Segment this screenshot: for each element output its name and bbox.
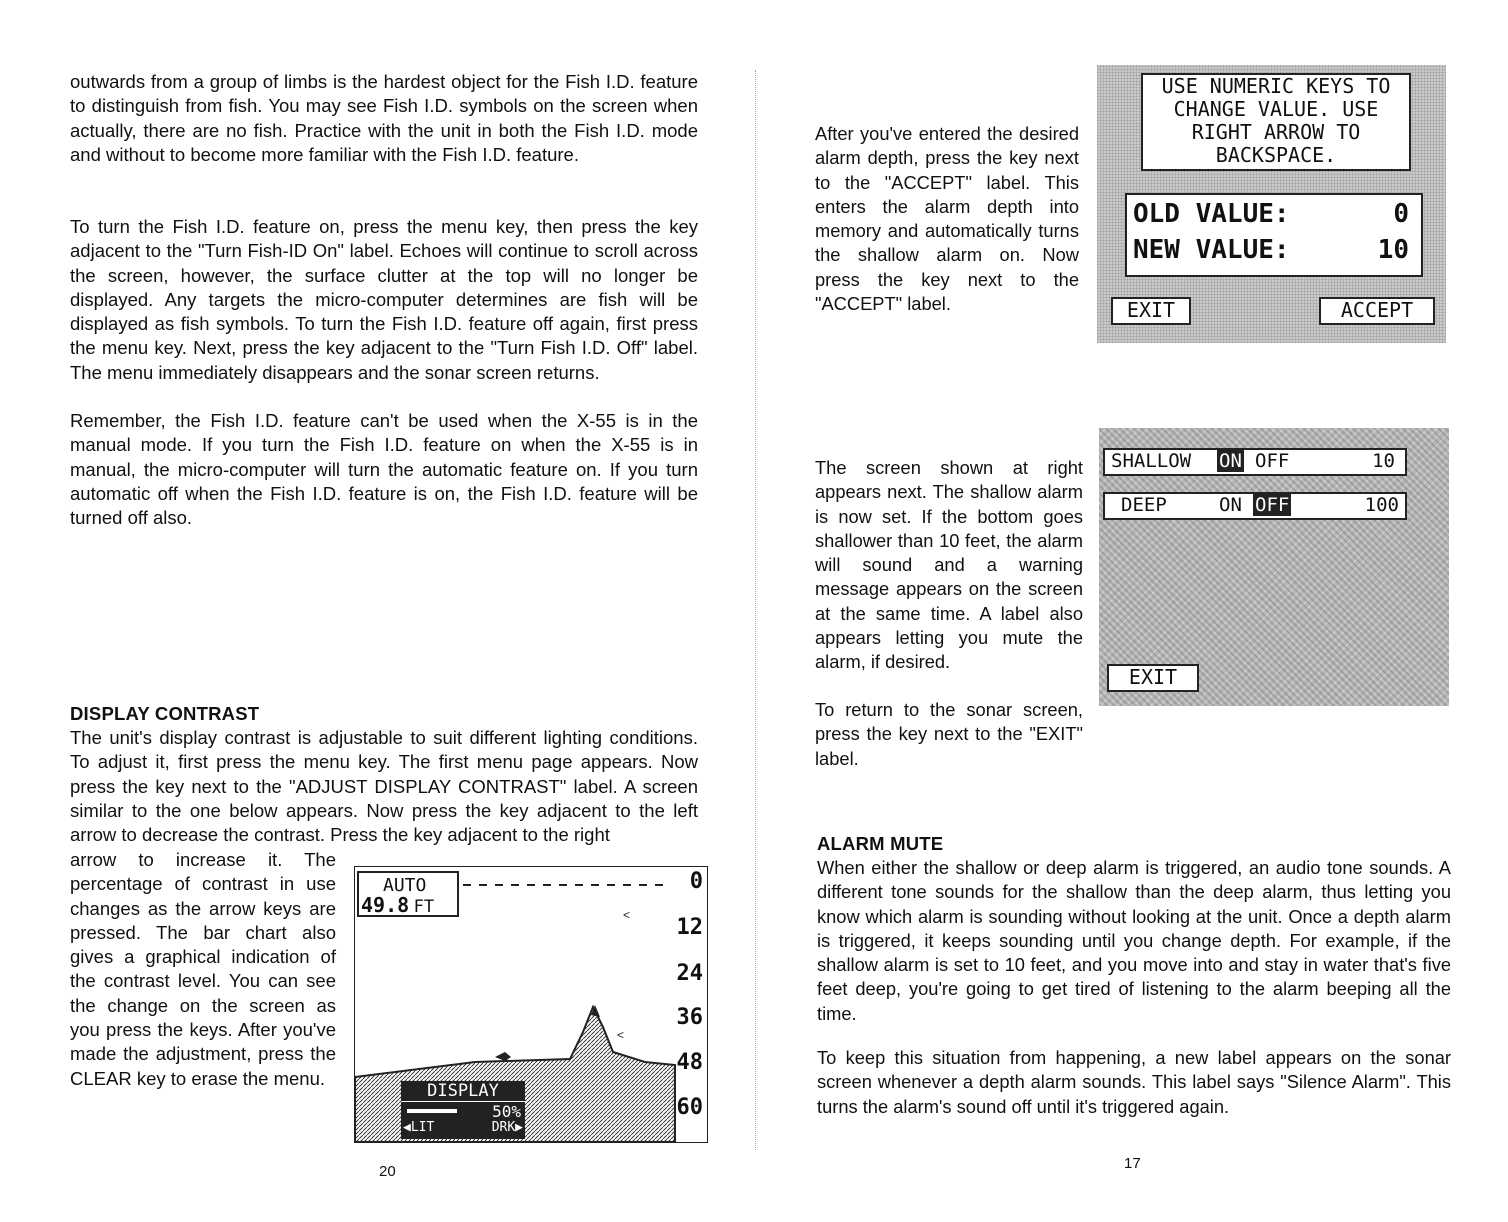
exit-button[interactable]: EXIT	[1111, 297, 1191, 325]
new-value-label: NEW VALUE:	[1133, 235, 1290, 265]
value-box	[1125, 193, 1423, 277]
instruction-line-4: BACKSPACE.	[1215, 143, 1337, 167]
contrast-right-key-label: DRK	[491, 1120, 516, 1135]
page-number-left: 20	[379, 1163, 396, 1180]
mode-label: AUTO	[383, 875, 427, 896]
old-value-label: OLD VALUE:	[1133, 199, 1290, 229]
left-paragraph-contrast: The unit's display contrast is adjustable to suit different lighting conditions. To adjust it, first press the menu key. The first menu page appears. Now press the key next to the "ADJUST DISPLAY CONTRAST" label. A screen similar to the one below appears. Now press the key adjacent to the left arrow to decrease the contrast. Press the key adjacent to the right	[70, 727, 698, 846]
shallow-value: 10	[1372, 450, 1395, 472]
old-value: 0	[1393, 199, 1409, 229]
value-entry-screen	[1097, 65, 1446, 343]
deep-alarm-row[interactable]	[1103, 492, 1407, 520]
shallow-alarm-row[interactable]	[1103, 448, 1407, 476]
left-paragraph-fish-id-toggle: To turn the Fish I.D. feature on, press the menu key, then press the key adjacent to the "Turn Fish-ID On" label. Echoes will continue to scroll across the screen, however, the surface clutter at the top will no longer be displayed. Any targets the micro-computer determines are fish will be displayed as fish symbols. To turn the Fish I.D. feature off again, first press the menu key. Next, press the key adjacent to the "Turn Fish I.D. Off" label. The menu immediately disappears and the sonar screen returns.	[70, 216, 698, 383]
alarm-exit-button[interactable]: EXIT	[1107, 664, 1199, 692]
deep-off-toggle[interactable]: OFF	[1255, 494, 1290, 516]
fish-echo-mark-2: <	[617, 1028, 625, 1042]
right-paragraph-shallow-alarm: The screen shown at right appears next. The shallow alarm is now set. If the bottom goes shallower than 10 feet, the alarm will sound and a warning message appears on the screen at the same time. A label also appears letting you mute the alarm, if desired.	[815, 457, 1083, 673]
right-paragraph-silence-alarm: To keep this situation from happening, a new label appears on the sonar screen whenever a depth alarm sounds. This label says "Silence Alarm". This turns the alarm's sound off until it's triggered again.	[817, 1047, 1451, 1117]
new-value: 10	[1377, 235, 1409, 265]
left-paragraph-manual-mode: Remember, the Fish I.D. feature can't be used when the X-55 is in the manual mode. If you turn the Fish I.D. feature on when the X-55 is in manual, the micro-computer will turn the automatic feature on. If you turn automatic off when the Fish I.D. feature is on, the Fish I.D. feature will be turned off also.	[70, 410, 698, 529]
contrast-percent: 50%	[492, 1102, 521, 1121]
shallow-off-toggle[interactable]: OFF	[1255, 450, 1290, 472]
contrast-menu-title: DISPLAY	[401, 1081, 525, 1102]
instruction-line-1: USE NUMERIC KEYS TO	[1161, 74, 1391, 98]
instruction-line-2: CHANGE VALUE. USE	[1173, 97, 1379, 121]
contrast-right-key[interactable]	[492, 1120, 523, 1135]
scale-label-48: 48	[676, 1050, 703, 1075]
scale-label-0: 0	[689, 869, 703, 894]
contrast-menu	[401, 1081, 525, 1139]
right-arrow-icon: ▶	[515, 1120, 523, 1135]
depth-unit: FT	[413, 897, 435, 917]
right-paragraph-alarm-mute: When either the shallow or deep alarm is triggered, an audio tone sounds. A different tone sounds for the shallow than the deep alarm, thus letting you know which alarm is sounding without looking at the unit. Once a depth alarm is triggered, it keeps sounding until you change depth. For example, if the shallow alarm is set to 10 feet, and you move into and stay in water that's five feet deep, you're going to get tired of listening to the alarm beeping all the time.	[817, 857, 1451, 1024]
contrast-bar-fill	[407, 1109, 432, 1113]
left-paragraph-contrast-cont: arrow to increase it. The percentage of contrast in use changes as the arrow keys are pressed. The bar chart also gives a graphical indication of the contrast level. You can see the change on the screen as you press the keys. After you've made the adjustment, press the CLEAR key to erase the menu.	[70, 849, 336, 1089]
contrast-left-key-label: LIT	[410, 1120, 435, 1135]
instruction-box	[1141, 73, 1411, 171]
scale-label-60: 60	[676, 1095, 703, 1120]
alarm-settings-screen	[1099, 428, 1449, 706]
left-paragraph-fish-id-intro: outwards from a group of limbs is the hardest object for the Fish I.D. feature to distinguish from fish. You may see Fish I.D. symbols on the screen when actually, there are no fish. Practice with the unit in both the Fish I.D. mode and without to become more familiar with the Fish I.D. feature.	[70, 71, 698, 165]
page-gutter	[755, 70, 757, 1150]
depth-readout-box	[357, 871, 459, 917]
instruction-line-3: RIGHT ARROW TO	[1191, 120, 1361, 144]
deep-label: DEEP	[1121, 494, 1167, 516]
depth-value: 49.8	[361, 893, 410, 917]
scale-label-24: 24	[676, 961, 703, 986]
accept-button[interactable]: ACCEPT	[1319, 297, 1435, 325]
contrast-left-key[interactable]	[403, 1120, 434, 1135]
fish-echo-mark: <	[623, 908, 631, 922]
deep-on-toggle[interactable]: ON	[1219, 494, 1242, 516]
left-arrow-icon: ◀	[403, 1120, 411, 1135]
scale-label-12: 12	[676, 915, 703, 940]
deep-value: 100	[1364, 494, 1399, 516]
shallow-on-toggle[interactable]: ON	[1219, 450, 1242, 472]
page-number-right: 17	[1124, 1155, 1141, 1172]
sonar-display-screen	[354, 866, 708, 1143]
scale-label-36: 36	[676, 1005, 703, 1030]
right-paragraph-exit: To return to the sonar screen, press the key next to the "EXIT" label.	[815, 699, 1083, 769]
right-paragraph-accept: After you've entered the desired alarm depth, press the key next to the "ACCEPT" label. This enters the alarm depth into memory and automatically turns the shallow alarm on. Now press the key next to the "ACCEPT" label.	[815, 123, 1079, 315]
contrast-bar-track	[407, 1109, 457, 1113]
heading-alarm-mute: ALARM MUTE	[817, 833, 944, 854]
fish-arch-icon	[495, 1052, 511, 1061]
shallow-label: SHALLOW	[1111, 450, 1192, 472]
heading-display-contrast: DISPLAY CONTRAST	[70, 703, 260, 724]
